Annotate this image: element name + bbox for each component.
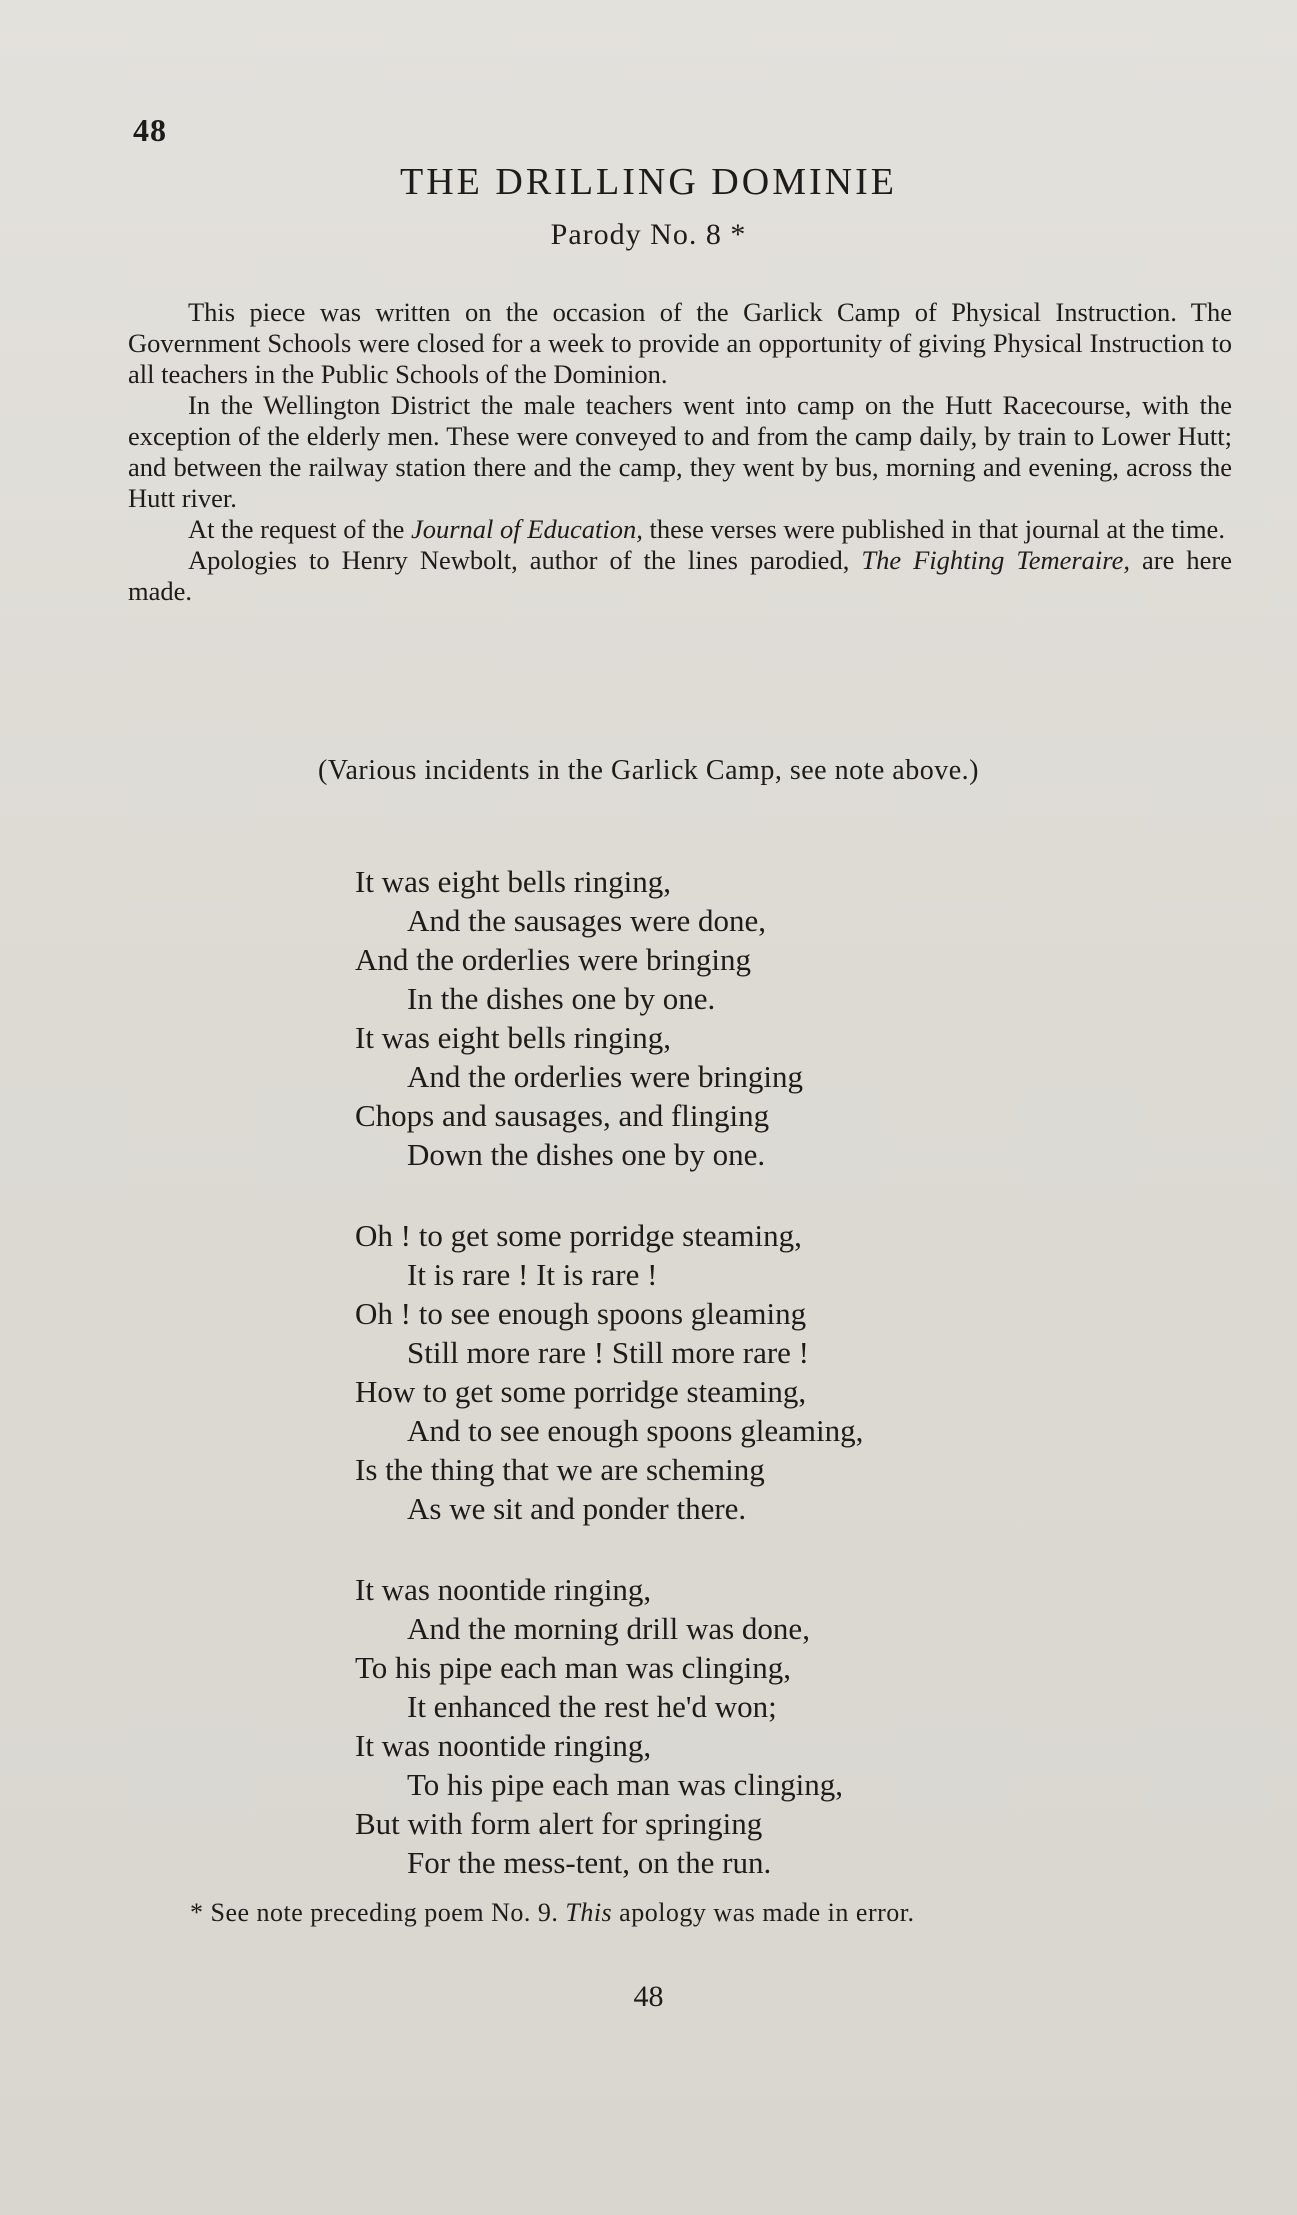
footnote [190,1898,1190,1928]
footnote-text: * See note preceding poem No. 9. [190,1898,566,1927]
poem-subtitle: Parody No. 8 * [550,218,747,251]
poem-line: And the orderlies were bringing [355,942,751,977]
poem-line: It was noontide ringing, [355,1728,652,1763]
poem-title: THE DRILLING DOMINIE [400,161,897,203]
introduction [128,297,1232,607]
poem-line: To his pipe each man was clinging, [355,1650,792,1685]
poem-line: It was eight bells ringing, [355,864,671,899]
poem-line: It was eight bells ringing, [355,1020,671,1055]
poem-line: Chops and sausages, and flinging [355,1098,770,1133]
poem-caption: (Various incidents in the Garlick Camp, see note above.) [318,755,979,786]
footnote-italic: This [565,1898,613,1927]
poem-line: And the sausages were done, [407,903,766,938]
intro-paragraph-2: In the Wellington District the male teachers went into camp on the Hutt Racecourse, with the exception of the elderly men. These were conveyed to and from the camp daily, by train to Lower Hutt; and between the railway station there and the camp, they went by bus, morning and evening, across the Hutt river. [128,390,1232,513]
parodied-work-title: The Fighting Temeraire, [861,545,1131,575]
footnote-text-end: apology was made in error. [612,1898,915,1927]
intro-p3-text: At the request of the [188,514,411,544]
page-number-bottom: 48 [633,1980,664,2013]
poem-line: And to see enough spoons gleaming, [407,1413,864,1448]
stanza [355,862,1055,1174]
poem-line: It is rare ! It is rare ! [407,1257,658,1292]
poem-line: Down the dishes one by one. [407,1137,766,1172]
poem-line: It enhanced the rest he'd won; [407,1689,777,1724]
poem-body [355,862,1055,1924]
poem-line: How to get some porridge steaming, [355,1374,807,1409]
journal-title: Journal of Education, [410,514,643,544]
poem-line: It was noontide ringing, [355,1572,652,1607]
poem-line: For the mess-tent, on the run. [407,1845,772,1880]
stanza [355,1216,1055,1528]
intro-p4-text-end: are here made. [128,545,1232,606]
poem-line: Is the thing that we are scheming [355,1452,765,1487]
intro-paragraph-3 [128,514,1232,545]
poem-line: And the orderlies were bringing [407,1059,803,1094]
intro-p3-text-end: these verses were published in that journal at the time. [642,514,1225,544]
intro-paragraph-1: This piece was written on the occasion of the Garlick Camp of Physical Instruction. The Government Schools were closed for a week to provide an opportunity of giving Physical Instruction to all teachers in the Public Schools of the Dominion. [128,297,1232,389]
intro-p4-text: Apologies to Henry Newbolt, author of the lines parodied, [188,545,862,575]
poem-line: And the morning drill was done, [407,1611,810,1646]
poem-line: Oh ! to see enough spoons gleaming [355,1296,807,1331]
intro-paragraph-4 [128,545,1232,607]
poem-line: In the dishes one by one. [407,981,716,1016]
poem-line: But with form alert for springing [355,1806,763,1841]
poem-line: As we sit and ponder there. [407,1491,747,1526]
stanza [355,1570,1055,1882]
poem-line: To his pipe each man was clinging, [407,1767,844,1802]
poem-line: Oh ! to get some porridge steaming, [355,1218,802,1253]
page-number-top: 48 [133,112,167,148]
poem-line: Still more rare ! Still more rare ! [407,1335,810,1370]
